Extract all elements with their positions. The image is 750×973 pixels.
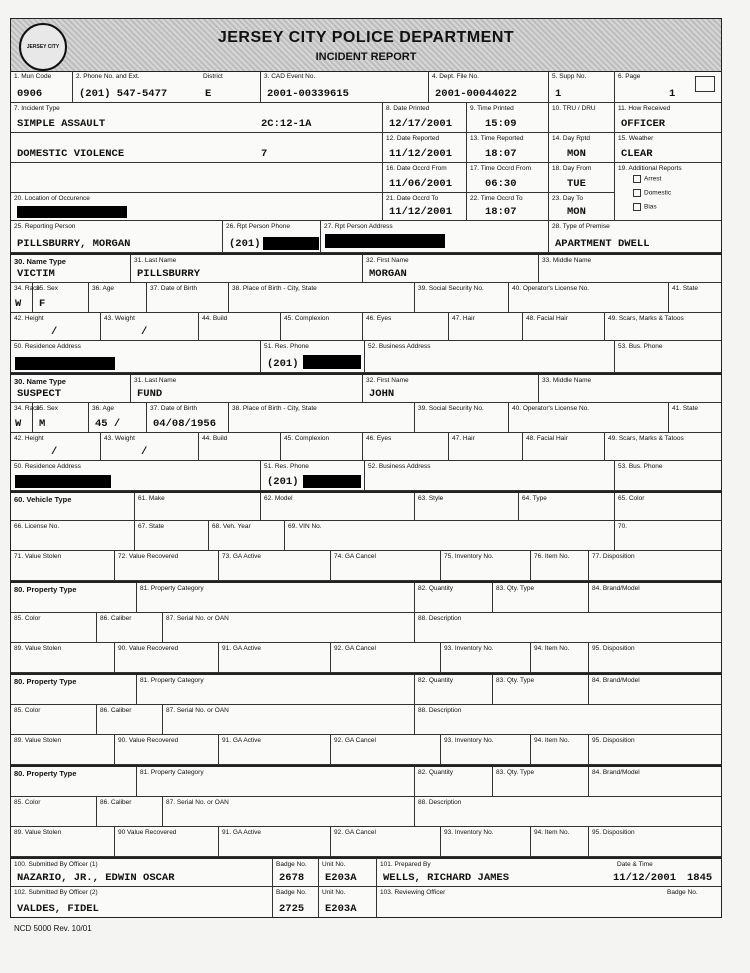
time-reported-field: 13. Time Reported 18:07 xyxy=(467,133,549,163)
day-to-field: 23. Day To MON xyxy=(549,193,615,221)
prop1-color: 85. Color xyxy=(11,613,97,643)
dept-file-field: 4. Dept. File No. 2001-00044022 xyxy=(429,71,549,103)
unit-2: Unit No. E203A xyxy=(319,887,377,917)
vehicle-type-2: 64. Type xyxy=(519,493,615,521)
date-from-field: 16. Date Occrd From 11/06/2001 xyxy=(383,163,467,193)
prop2-item: 94. Item No. xyxy=(531,735,589,765)
prop2-brand: 84. Brand/Model xyxy=(589,675,721,705)
domestic-checkbox[interactable]: Domestic xyxy=(633,189,671,197)
p1-hair: 47. Hair xyxy=(449,313,523,341)
vehicle-value-stolen: 71. Value Stolen xyxy=(11,551,115,581)
prop1-ga-active: 91. GA Active xyxy=(219,643,331,673)
prepared-by: 101. Prepared By WELLS, RICHARD JAMES Date & Time 11/12/2001 1845 xyxy=(377,859,721,887)
prop2-qty-type: 83. Qty. Type xyxy=(493,675,589,705)
p1-complexion: 45. Complexion xyxy=(281,313,363,341)
vehicle-disposition: 77. Disposition xyxy=(589,551,721,581)
vehicle-ga-cancel: 74. GA Cancel xyxy=(331,551,441,581)
date-reported-field: 12. Date Reported 11/12/2001 xyxy=(383,133,467,163)
district-field: District E xyxy=(195,71,261,103)
p2-facial-hair: 48. Facial Hair xyxy=(523,433,605,461)
p2-race: 34. Race W xyxy=(11,403,33,433)
p1-facial-hair: 48. Facial Hair xyxy=(523,313,605,341)
vehicle-type: 60. Vehicle Type xyxy=(11,493,135,521)
rpt-address-field: 27. Rpt Person Address xyxy=(321,221,549,253)
prop2-type: 80. Property Type xyxy=(11,675,137,705)
p1-business: 52. Business Address xyxy=(365,341,615,373)
officer-1: 100. Submitted By Officer (1) NAZARIO, JR., EDWIN OSCAR xyxy=(11,859,273,887)
prop3-description: 88. Description xyxy=(415,797,721,827)
prop3-qty-type: 83. Qty. Type xyxy=(493,767,589,797)
vehicle-license: 66. License No. xyxy=(11,521,135,551)
p2-bus-phone: 53. Bus. Phone xyxy=(615,461,721,491)
prop1-type: 80. Property Type xyxy=(11,583,137,613)
prop2-inventory: 93. Inventory No. xyxy=(441,735,531,765)
p1-license: 40. Operator's License No. xyxy=(509,283,669,313)
p1-scars: 49. Scars, Marks & Tatoos xyxy=(605,313,721,341)
vehicle-style: 63. Style xyxy=(415,493,519,521)
prop1-caliber: 86. Caliber xyxy=(97,613,163,643)
prop1-value-stolen: 89. Value Stolen xyxy=(11,643,115,673)
prop2-description: 88. Description xyxy=(415,705,721,735)
redacted-location xyxy=(17,206,127,218)
prop1-qty-type: 83. Qty. Type xyxy=(493,583,589,613)
location-field: 20. Location of Occurence xyxy=(11,193,383,221)
p1-eyes: 46. Eyes xyxy=(363,313,449,341)
p2-pob: 38. Place of Birth - City, State xyxy=(229,403,415,433)
p2-res-phone: 51. Res. Phone (201) xyxy=(261,461,365,491)
redacted-phone xyxy=(263,237,319,250)
vehicle-model: 62. Model xyxy=(261,493,415,521)
prop3-type: 80. Property Type xyxy=(11,767,137,797)
p2-weight: 43. Weight / xyxy=(101,433,199,461)
p2-license: 40. Operator's License No. xyxy=(509,403,669,433)
prop3-ga-cancel: 92. GA Cancel xyxy=(331,827,441,857)
how-received-field: 11. How Received OFFICER xyxy=(615,103,721,133)
p2-middle-name: 33. Middle Name xyxy=(539,375,721,403)
p2-scars: 49. Scars, Marks & Tatoos xyxy=(605,433,721,461)
rpt-phone-field: 26. Rpt Person Phone (201) xyxy=(223,221,321,253)
supp-no-field: 5. Supp No. 1 xyxy=(549,71,615,103)
p2-business: 52. Business Address xyxy=(365,461,615,491)
prop3-color: 85. Color xyxy=(11,797,97,827)
prop2-caliber: 86. Caliber xyxy=(97,705,163,735)
premise-field: 28. Type of Premise APARTMENT DWELL xyxy=(549,221,721,253)
reviewing-officer: 103. Reviewing Officer Badge No. xyxy=(380,889,698,896)
phone-field: 2. Phone No. and Ext. (201) 547-5477 xyxy=(73,71,195,103)
date-printed-field: 8. Date Printed 12/17/2001 xyxy=(383,103,467,133)
prop3-value-recovered: 90 Value Recovered xyxy=(115,827,219,857)
p1-pob: 38. Place of Birth - City, State xyxy=(229,283,415,313)
page-field: 6. Page 1 xyxy=(615,71,721,103)
vehicle-value-recovered: 72. Value Recovered xyxy=(115,551,219,581)
prop3-value-stolen: 89. Value Stolen xyxy=(11,827,115,857)
prop2-value-recovered: 90. Value Recovered xyxy=(115,735,219,765)
prop3-caliber: 86. Caliber xyxy=(97,797,163,827)
p1-race: 34. Race W xyxy=(11,283,33,313)
p1-first-name: 32. First Name MORGAN xyxy=(363,255,539,283)
p2-last-name: 31. Last Name FUND xyxy=(131,375,363,403)
bias-checkbox[interactable]: Bias xyxy=(633,203,657,211)
blank-row xyxy=(11,163,383,193)
p1-name-type: 30. Name Type VICTIM xyxy=(11,255,131,283)
p2-eyes: 46. Eyes xyxy=(363,433,449,461)
prop3-disposition: 95. Disposition xyxy=(589,827,721,857)
form-number: NCD 5000 Rev. 10/01 xyxy=(14,924,92,933)
vehicle-item: 76. Item No. xyxy=(531,551,589,581)
p1-age: 36. Age xyxy=(89,283,147,313)
prop1-brand: 84. Brand/Model xyxy=(589,583,721,613)
prop3-ga-active: 91. GA Active xyxy=(219,827,331,857)
unit-1: Unit No. E203A xyxy=(319,859,377,887)
arrest-checkbox[interactable]: Arrest xyxy=(633,175,661,183)
p2-age: 36. Age 45 / xyxy=(89,403,147,433)
page-box xyxy=(695,76,715,92)
vehicle-color: 65. Color xyxy=(615,493,721,521)
prop3-category: 81. Property Category xyxy=(137,767,415,797)
prop1-item: 94. Item No. xyxy=(531,643,589,673)
tru-dru-field: 10. TRU / DRU xyxy=(549,103,615,133)
cad-event-field: 3. CAD Event No. 2001-00339615 xyxy=(261,71,429,103)
p2-sex: 35. Sex M xyxy=(33,403,89,433)
redacted-residence xyxy=(15,475,111,488)
vehicle-state: 67. State xyxy=(135,521,209,551)
p2-build: 44. Build xyxy=(199,433,281,461)
p2-dob: 37. Date of Birth 04/08/1956 xyxy=(147,403,229,433)
prop3-quantity: 82. Quantity xyxy=(415,767,493,797)
vehicle-make: 61. Make xyxy=(135,493,261,521)
redacted-address xyxy=(325,234,445,248)
prop1-inventory: 93. Inventory No. xyxy=(441,643,531,673)
officer-2: 102. Submitted By Officer (2) VALDES, FIDEL xyxy=(11,887,273,917)
p2-residence: 50. Residence Address xyxy=(11,461,261,491)
incident-report-form xyxy=(10,18,722,918)
p1-res-phone: 51. Res. Phone (201) xyxy=(261,341,365,373)
p1-middle-name: 33. Middle Name xyxy=(539,255,721,283)
form-subtitle: INCIDENT REPORT xyxy=(315,51,417,63)
prop1-value-recovered: 90. Value Recovered xyxy=(115,643,219,673)
time-from-field: 17. Time Occrd From 06:30 xyxy=(467,163,549,193)
prop3-item: 94. Item No. xyxy=(531,827,589,857)
prop3-inventory: 93. Inventory No. xyxy=(441,827,531,857)
prop1-ga-cancel: 92. GA Cancel xyxy=(331,643,441,673)
day-from-field: 18. Day From TUE xyxy=(549,163,615,193)
mun-code-field: 1. Mun Code 0906 xyxy=(11,71,73,103)
city-seal-icon: JERSEY CITY xyxy=(19,23,67,71)
form-header xyxy=(11,19,721,72)
p1-state: 41. State xyxy=(669,283,721,313)
vehicle-year: 68. Veh. Year xyxy=(209,521,285,551)
prop1-serial: 87. Serial No. or OAN xyxy=(163,613,415,643)
p1-dob: 37. Date of Birth xyxy=(147,283,229,313)
additional-reports-field: 19. Additional Reports Arrest Domestic Bias xyxy=(615,163,721,221)
p2-state: 41. State xyxy=(669,403,721,433)
badge-2: Badge No. 2725 xyxy=(273,887,319,917)
prop2-value-stolen: 89. Value Stolen xyxy=(11,735,115,765)
vehicle-inventory: 75. Inventory No. xyxy=(441,551,531,581)
prop1-description: 88. Description xyxy=(415,613,721,643)
p2-complexion: 45. Complexion xyxy=(281,433,363,461)
prop1-disposition: 95. Disposition xyxy=(589,643,721,673)
incident-type-2-field: DOMESTIC VIOLENCE 7 xyxy=(11,133,383,163)
p2-height: 42. Height / xyxy=(11,433,101,461)
prop1-quantity: 82. Quantity xyxy=(415,583,493,613)
p1-build: 44. Build xyxy=(199,313,281,341)
prop1-category: 81. Property Category xyxy=(137,583,415,613)
prop2-category: 81. Property Category xyxy=(137,675,415,705)
form-title: JERSEY CITY POLICE DEPARTMENT xyxy=(217,29,515,46)
redacted-phone xyxy=(303,475,361,488)
p1-ssn: 39. Social Security No. xyxy=(415,283,509,313)
prop2-ga-active: 91. GA Active xyxy=(219,735,331,765)
date-to-field: 21. Date Occrd To 11/12/2001 xyxy=(383,193,467,221)
prop2-color: 85. Color xyxy=(11,705,97,735)
badge-1: Badge No. 2678 xyxy=(273,859,319,887)
p1-last-name: 31. Last Name PILLSBURRY xyxy=(131,255,363,283)
p1-weight: 43. Weight / xyxy=(101,313,199,341)
prop2-disposition: 95. Disposition xyxy=(589,735,721,765)
prop3-brand: 84. Brand/Model xyxy=(589,767,721,797)
p1-height: 42. Height / xyxy=(11,313,101,341)
prop2-ga-cancel: 92. GA Cancel xyxy=(331,735,441,765)
p2-name-type: 30. Name Type SUSPECT xyxy=(11,375,131,403)
incident-type-field: 7. Incident Type SIMPLE ASSAULT 2C:12-1A xyxy=(11,103,383,133)
redacted-residence xyxy=(15,357,115,370)
prop3-serial: 87. Serial No. or OAN xyxy=(163,797,415,827)
vehicle-70: 70. xyxy=(615,521,721,551)
time-printed-field: 9. Time Printed 15:09 xyxy=(467,103,549,133)
p2-ssn: 39. Social Security No. xyxy=(415,403,509,433)
p1-sex: 35. Sex F xyxy=(33,283,89,313)
prop2-serial: 87. Serial No. or OAN xyxy=(163,705,415,735)
p2-first-name: 32. First Name JOHN xyxy=(363,375,539,403)
redacted-phone xyxy=(303,355,361,369)
p1-bus-phone: 53. Bus. Phone xyxy=(615,341,721,373)
p2-hair: 47. Hair xyxy=(449,433,523,461)
vehicle-vin: 69. VIN No. xyxy=(285,521,615,551)
vehicle-ga-active: 73. GA Active xyxy=(219,551,331,581)
prop2-quantity: 82. Quantity xyxy=(415,675,493,705)
day-reported-field: 14. Day Rptd MON xyxy=(549,133,615,163)
reporting-person-field: 25. Reporting Person PILLSBURRY, MORGAN xyxy=(11,221,223,253)
weather-field: 15. Weather CLEAR xyxy=(615,133,721,163)
p1-residence: 50. Residence Address xyxy=(11,341,261,373)
time-to-field: 22. Time Occrd To 18:07 xyxy=(467,193,549,221)
